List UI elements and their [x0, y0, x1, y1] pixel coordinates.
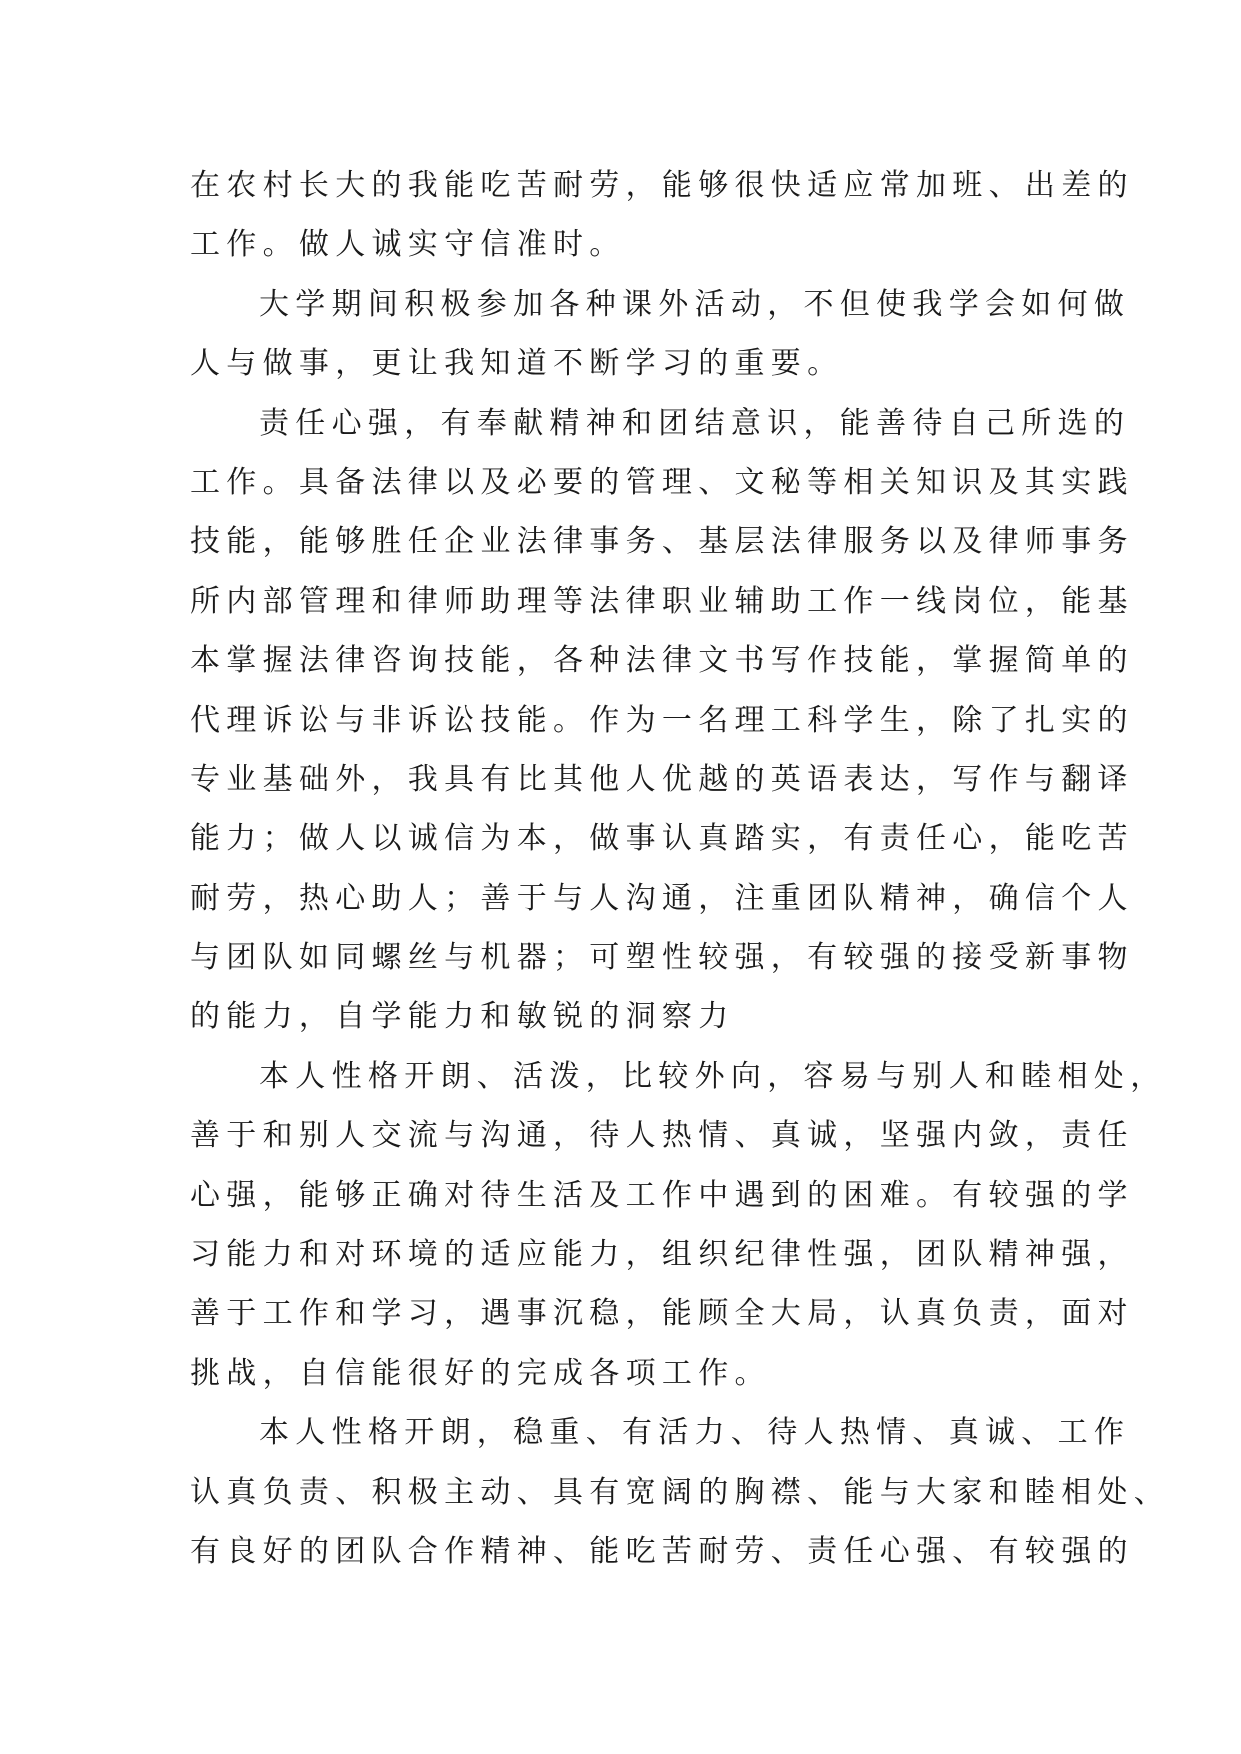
paragraph-first-line: 大学期间积极参加各种课外活动，不但使我学会如何做 [259, 286, 1131, 322]
text-line: 习能力和对环境的适应能力，组织纪律性强，团队精神强， [190, 1237, 1134, 1273]
document-body [190, 156, 1171, 1581]
text-line: 能力；做人以诚信为本，做事认真踏实，有责任心，能吃苦 [190, 821, 1134, 857]
text-line: 工作。做人诚实守信准时。 [190, 227, 626, 263]
text-line: 代理诉讼与非诉讼技能。作为一名理工科学生，除了扎实的 [190, 702, 1134, 738]
text-line: 善于工作和学习，遇事沉稳，能顾全大局，认真负责，面对 [190, 1296, 1134, 1332]
text-line: 在农村长大的我能吃苦耐劳，能够很快适应常加班、出差的 [190, 168, 1134, 203]
text-line: 心强，能够正确对待生活及工作中遇到的困难。有较强的学 [190, 1177, 1134, 1213]
text-line: 挑战，自信能很好的完成各项工作。 [190, 1355, 771, 1391]
paragraph-first-line: 本人性格开朗、活泼，比较外向，容易与别人和睦相处， [259, 1058, 1167, 1094]
text-line: 的能力，自学能力和敏锐的洞察力 [190, 999, 735, 1035]
paragraph-first-line: 责任心强，有奉献精神和团结意识，能善待自己所选的 [259, 405, 1131, 441]
text-line: 与团队如同螺丝与机器；可塑性较强，有较强的接受新事物 [190, 940, 1134, 976]
text-line: 技能，能够胜任企业法律事务、基层法律服务以及律师事务 [190, 524, 1134, 560]
text-line: 有良好的团队合作精神、能吃苦耐劳、责任心强、有较强的 [190, 1533, 1134, 1569]
paragraph-first-line: 本人性格开朗，稳重、有活力、待人热情、真诚、工作 [259, 1415, 1131, 1451]
text-line: 善于和别人交流与沟通，待人热情、真诚，坚强内敛，责任 [190, 1118, 1134, 1154]
text-line: 人与做事，更让我知道不断学习的重要。 [190, 346, 844, 382]
text-line: 本掌握法律咨询技能，各种法律文书写作技能，掌握简单的 [190, 643, 1134, 679]
text-line: 专业基础外，我具有比其他人优越的英语表达，写作与翻译 [190, 761, 1134, 797]
text-line: 认真负责、积极主动、具有宽阔的胸襟、能与大家和睦相处、 [190, 1474, 1171, 1510]
text-line: 所内部管理和律师助理等法律职业辅助工作一线岗位，能基 [190, 583, 1134, 619]
text-line: 耐劳，热心助人；善于与人沟通，注重团队精神，确信个人 [190, 880, 1134, 916]
text-line: 工作。具备法律以及必要的管理、文秘等相关知识及其实践 [190, 464, 1134, 500]
